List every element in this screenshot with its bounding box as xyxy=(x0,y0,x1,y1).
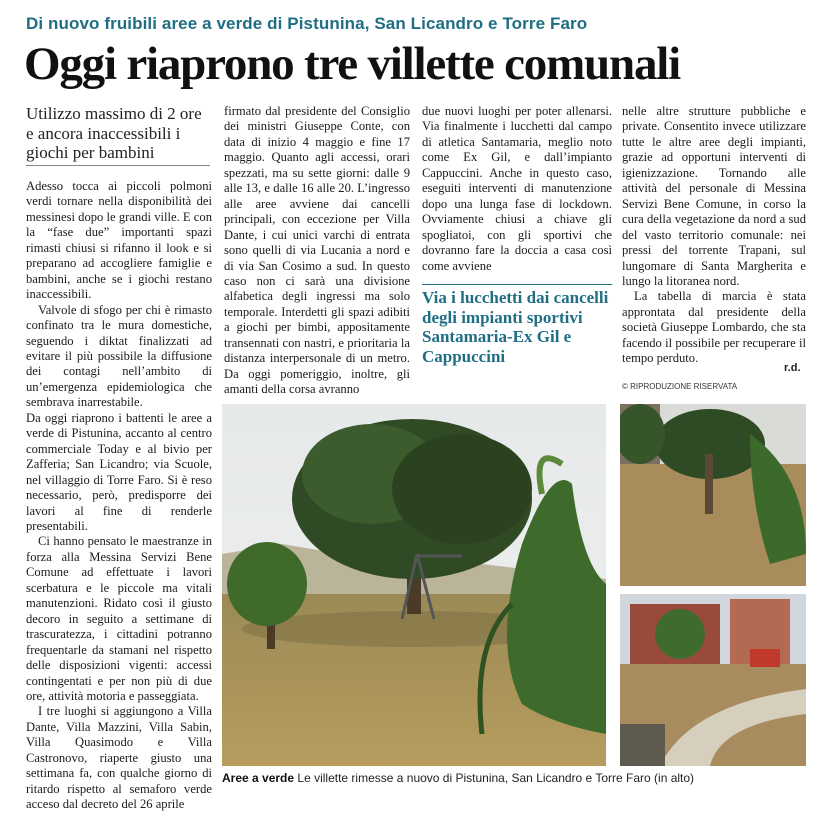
bottom-right-park-photo xyxy=(620,594,806,766)
top-right-park-photo xyxy=(620,404,806,586)
caption-lead: Aree a verde xyxy=(222,771,295,785)
headline: Oggi riaprono tre villette comunali xyxy=(24,38,680,90)
paragraph: due nuovi luoghi per poter allenarsi. Via finalmente i lucchetti dal campo di atletica Santamaria, meglio noto come Ex Gil, e dall’impianto Cappuccini. Anche in questo caso, eseguiti interventi di manutenzione dopo una lunga fase di lockdown. Ovviamente chiusi a chiave gli spogliatoi, con gli sportivi che dovranno fare la doccia a casa così come avviene xyxy=(422,104,612,273)
main-park-photo xyxy=(222,404,606,766)
subheadline: Via i lucchetti dai cancelli degli impianti sportivi Santamaria-Ex Gil e Cappuccini xyxy=(422,288,609,366)
photo-caption xyxy=(222,771,812,785)
deck: Utilizzo massimo di 2 ore e ancora inaccessibili i giochi per bambini xyxy=(26,104,202,162)
paragraph: La tabella di marcia è stata approntata dal presidente della società Giuseppe Lombardo, che sta facendo il possibile per recuperare il tempo perduto. xyxy=(622,289,806,366)
subhead-divider xyxy=(422,284,612,285)
paragraph: firmato dal presidente del Consiglio dei ministri Giuseppe Conte, con data di inizio 4 maggio e fine 17 maggio. Quanto agli accessi, orari spezzati, ma su sette giorni: dalle 9 alle 13, e dalle 16 alle 20. L’ingresso alle aree avviene dai cancelli principali, con eccezione per Villa Dante, i cui unici varchi di entrata sono quelli di via Lucania a nord e di via San Cosimo a sud. In questo caso non ci sarà una divisione alfabetica degli ingressi ma solo temporale. Interdetti gli spazi adibiti a giochi per bimbi, appositamente transennati con nastri, e prioritaria la distanza interpersonale di un metro. Da oggi pomeriggio, inoltre, gli amanti della corsa avranno xyxy=(224,104,410,397)
article-column-2 xyxy=(224,104,410,398)
copyright-notice: © RIPRODUZIONE RISERVATA xyxy=(622,382,738,391)
paragraph: I tre luoghi si aggiungono a Villa Dante, Villa Mazzini, Villa Sabin, Villa Quasimodo e Villa Castronovo, riaperte giusto una settimana fa, con qualche giorno di ritardo rispetto al semaforo verde acceso dal decreto del 26 aprile xyxy=(26,704,212,812)
paragraph: Adesso tocca ai piccoli polmoni verdi tornare nella disponibilità dei messinesi dopo le grandi ville. E con la “fase due” importanti spazi rimasti chiusi si rifanno il look e si preparano ad accogliere famiglie e bambini, anche se i giochi restano inaccessibili. xyxy=(26,179,212,302)
paragraph: Da oggi riaprono i battenti le aree a verde di Pistunina, accanto al centro commerciale Today e al bivio per Zafferia; San Licandro; via Scuole, nel villaggio di Torre Faro. Si è reso necessario, però, predisporre dei lavori al fine di renderle presentabili. xyxy=(26,410,212,533)
deck-divider xyxy=(26,165,210,166)
paragraph: Ci hanno pensato le maestranze in forza alla Messina Servizi Bene Comune ad effettuate i lavori scerbatura e le piccole ma vitali manutenzioni. Ridato così il giusto decoro in seguito a settimane di trascuratezza, i cittadini potranno frequentarle da stamani nel rispetto delle disposizioni vigenti: accessi contingentati e per non più di due ore, attività motoria e passeggiata. xyxy=(26,534,212,703)
kicker: Di nuovo fruibili aree a verde di Pistunina, San Licandro e Torre Faro xyxy=(26,14,588,33)
caption-text: Le villette rimesse a nuovo di Pistunina, San Licandro e Torre Faro (in alto) xyxy=(297,771,695,785)
article-column-3 xyxy=(422,104,612,274)
paragraph: Valvole di sfogo per chi è rimasto confinato tra le mura domestiche, seguendo i diktat finalizzati ad evitare il più possibile la diffusione dei contagi nell’ambito di un’emergenza epidemiologica che sembrava inarrestabile. xyxy=(26,302,212,410)
article-column-4 xyxy=(622,104,806,367)
article-column-1 xyxy=(26,179,212,813)
paragraph: nelle altre strutture pubbliche e private. Consentito invece utilizzare tutte le altre aree degli impianti, grazie ad opportuni interventi di igienizzazione. Tornando alle attività del personale di Messina Servizi Bene Comune, in corso la cura della vegetazione da nord a sud del vasto territorio comunale: nei pressi del torrente Trapani, sul lungomare di Santa Margherita e lungo la litoranea nord. xyxy=(622,104,806,288)
author-signature: r.d. xyxy=(784,362,801,374)
